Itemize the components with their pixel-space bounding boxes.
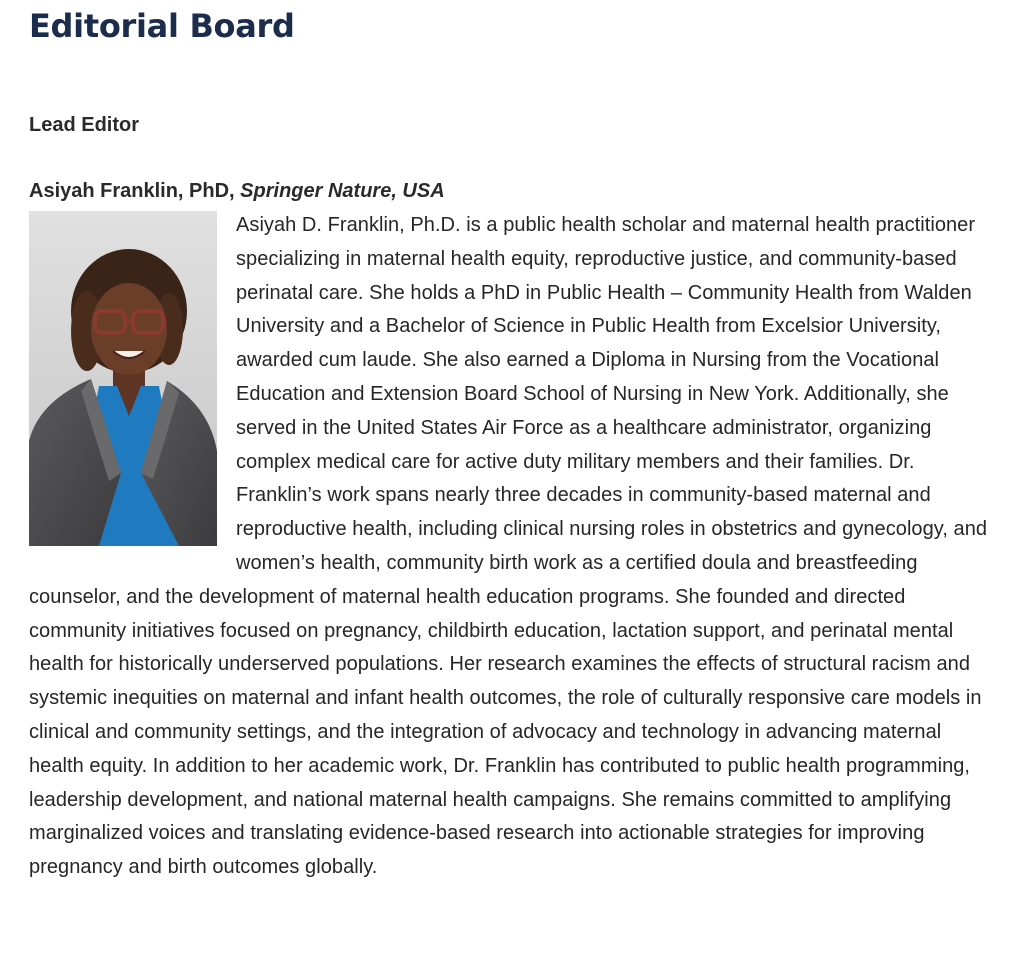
member-affiliation: Springer Nature, USA (240, 180, 445, 202)
member-bio: Asiyah D. Franklin, Ph.D. is a public health scholar and maternal health practitioner specializing in maternal health equity, reproductive justice, and community-based perinatal care. She holds a PhD in Public Health – Community Health from Walden University and a Bachelor of Science in Public Health from Excelsior University, awarded cum laude. She also earned a Diploma in Nursing from the Vocational Education and Extension Board School of Nursing in New York. Additionally, she served in the United States Air Force as a healthcare administrator, organizing complex medical care for active duty military members and their families. Dr. Franklin’s work spans nearly three decades in community-based maternal and reproductive health, including clinical nursing roles in obstetrics and gynecology, and women’s health, community birth work as a certified doula and breastfeeding counselor, and the development of maternal health education programs. She founded and directed community initiatives focused on pregnancy, childbirth education, lactation support, and perinatal mental health for historically underserved populations. Her research examines the effects of structural racism and systemic inequities on maternal and infant health outcomes, the role of culturally responsive care models in clinical and community settings, and the integration of advocacy and technology in advancing maternal health equity. In addition to her academic work, Dr. Franklin has contributed to public health programming, leadership development, and national maternal health campaigns. She remains committed to amplifying marginalized voices and translating evidence-based research into actionable strategies for improving pregnancy and birth outcomes globally. (29, 214, 988, 879)
member-bio-block (29, 209, 993, 885)
member-name: Asiyah Franklin, PhD, (29, 180, 241, 202)
editorial-board-page (29, 0, 993, 879)
member-name-line (29, 178, 445, 204)
section-heading-lead-editor: Lead Editor (29, 114, 140, 136)
page-title: Editorial Board (29, 7, 295, 45)
member-photo (29, 211, 217, 546)
portrait-illustration (29, 211, 217, 546)
